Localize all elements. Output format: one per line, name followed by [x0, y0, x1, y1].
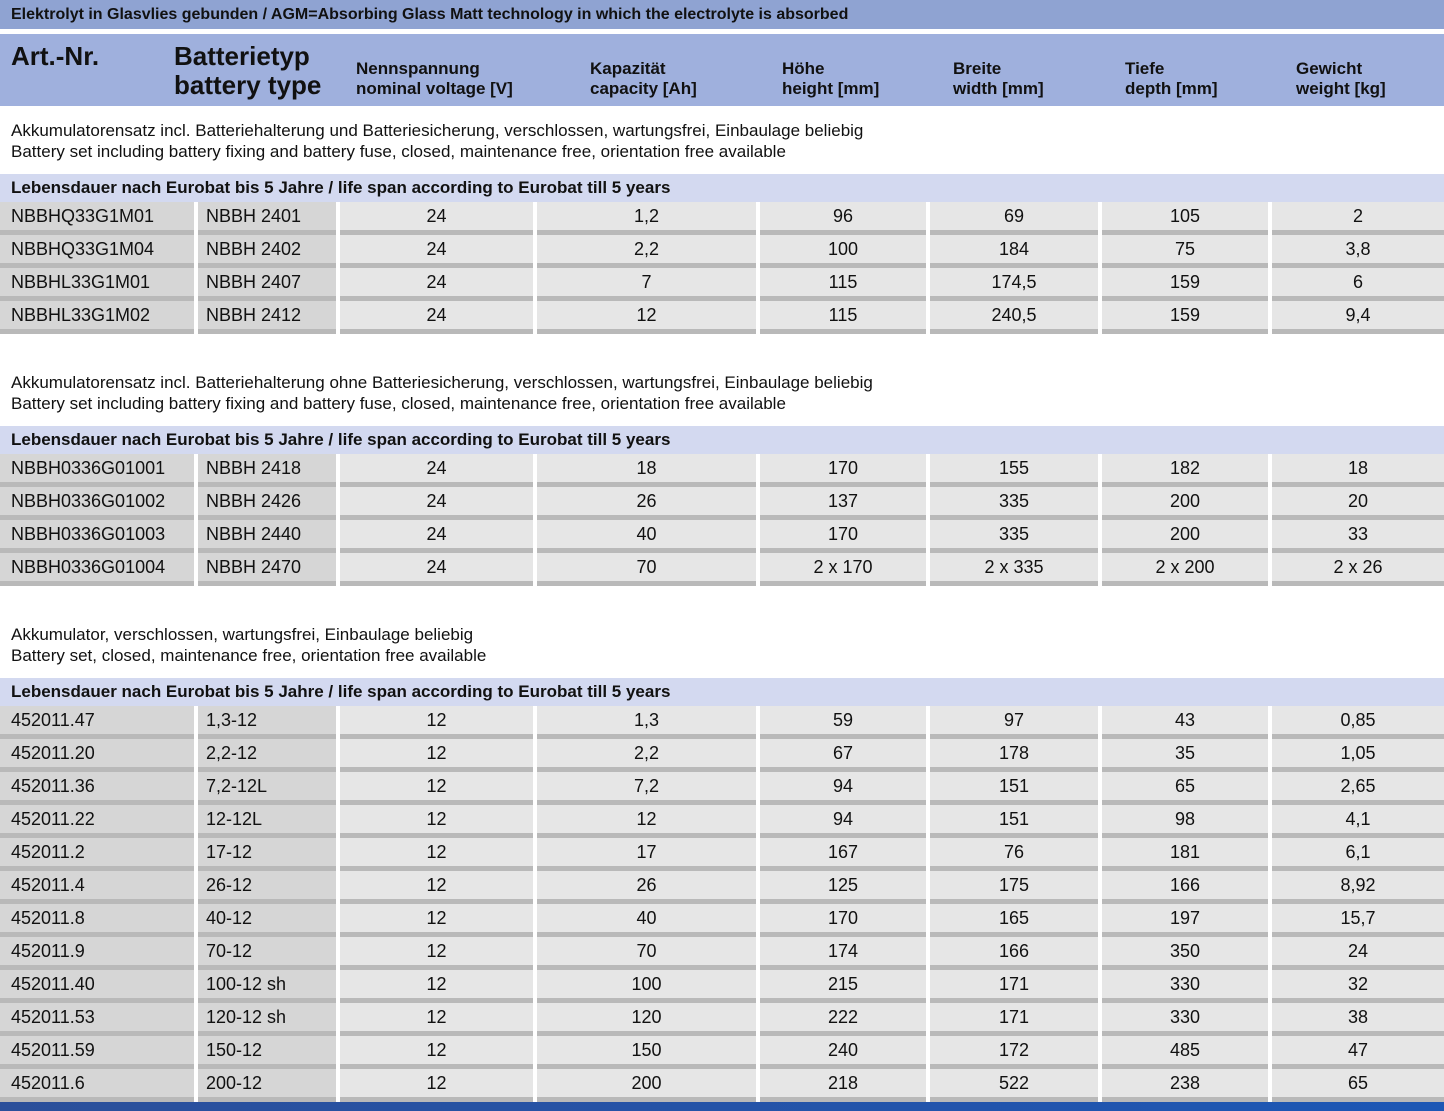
cell-voltage: 12: [340, 937, 533, 970]
cell-width: 69: [930, 202, 1098, 235]
table-row: [0, 706, 1444, 739]
table-row: [0, 904, 1444, 937]
cell-depth: 350: [1102, 937, 1268, 970]
cell-height: 100: [760, 235, 926, 268]
cell-battery-type: 40-12: [198, 904, 336, 937]
section-2-description-de: Akkumulatorensatz incl. Batteriehalterung ohne Batteriesicherung, verschlossen, wartungsfrei, Einbaulage beliebig: [11, 373, 873, 392]
cell-height: 170: [760, 904, 926, 937]
cell-capacity: 40: [537, 520, 756, 553]
cell-capacity: 26: [537, 487, 756, 520]
cell-voltage: 24: [340, 454, 533, 487]
cell-height: 218: [760, 1069, 926, 1102]
cell-capacity: 7: [537, 268, 756, 301]
cell-width: 166: [930, 937, 1098, 970]
cell-height: 240: [760, 1036, 926, 1069]
cell-width: 151: [930, 805, 1098, 838]
header-depth-en: depth [mm]: [1125, 79, 1218, 98]
cell-voltage: 12: [340, 1069, 533, 1102]
cell-voltage: 12: [340, 904, 533, 937]
header-width: [953, 59, 1044, 99]
cell-width: 175: [930, 871, 1098, 904]
cell-battery-type: NBBH 2418: [198, 454, 336, 487]
cell-voltage: 12: [340, 772, 533, 805]
header-art-number: [11, 42, 99, 71]
header-weight-en: weight [kg]: [1296, 79, 1386, 98]
cell-art-number: 452011.53: [0, 1003, 194, 1036]
header-width-de: Breite: [953, 59, 1002, 78]
cell-art-number: NBBH0336G01001: [0, 454, 194, 487]
table-row: [0, 553, 1444, 586]
table-row: [0, 1069, 1444, 1102]
cell-depth: 330: [1102, 1003, 1268, 1036]
cell-weight: 65: [1272, 1069, 1444, 1102]
cell-art-number: NBBHL33G1M02: [0, 301, 194, 334]
cell-depth: 200: [1102, 487, 1268, 520]
cell-battery-type: 26-12: [198, 871, 336, 904]
cell-depth: 159: [1102, 301, 1268, 334]
cell-art-number: 452011.36: [0, 772, 194, 805]
table-row: [0, 772, 1444, 805]
cell-weight: 2 x 26: [1272, 553, 1444, 586]
cell-width: 335: [930, 520, 1098, 553]
cell-width: 522: [930, 1069, 1098, 1102]
table-row: [0, 487, 1444, 520]
cell-battery-type: NBBH 2440: [198, 520, 336, 553]
cell-battery-type: NBBH 2407: [198, 268, 336, 301]
cell-voltage: 24: [340, 202, 533, 235]
cell-art-number: NBBHQ33G1M04: [0, 235, 194, 268]
section-3-description-en: Battery set, closed, maintenance free, orientation free available: [11, 646, 487, 665]
header-voltage-de: Nennspannung: [356, 59, 480, 78]
cell-width: 174,5: [930, 268, 1098, 301]
table-row: [0, 871, 1444, 904]
cell-voltage: 12: [340, 706, 533, 739]
cell-weight: 4,1: [1272, 805, 1444, 838]
cell-depth: 35: [1102, 739, 1268, 772]
cell-battery-type: NBBH 2426: [198, 487, 336, 520]
cell-weight: 0,85: [1272, 706, 1444, 739]
cell-capacity: 2,2: [537, 235, 756, 268]
header-width-en: width [mm]: [953, 79, 1044, 98]
cell-art-number: NBBH0336G01002: [0, 487, 194, 520]
cell-depth: 2 x 200: [1102, 553, 1268, 586]
header-art-label: Art.-Nr.: [11, 41, 100, 71]
cell-weight: 24: [1272, 937, 1444, 970]
cell-capacity: 200: [537, 1069, 756, 1102]
cell-battery-type: 70-12: [198, 937, 336, 970]
cell-width: 165: [930, 904, 1098, 937]
cell-weight: 18: [1272, 454, 1444, 487]
cell-width: 76: [930, 838, 1098, 871]
cell-voltage: 12: [340, 871, 533, 904]
cell-art-number: 452011.22: [0, 805, 194, 838]
cell-weight: 2: [1272, 202, 1444, 235]
cell-width: 184: [930, 235, 1098, 268]
cell-battery-type: 2,2-12: [198, 739, 336, 772]
cell-height: 215: [760, 970, 926, 1003]
section-1-rows: [0, 202, 1444, 334]
cell-depth: 65: [1102, 772, 1268, 805]
cell-battery-type: 100-12 sh: [198, 970, 336, 1003]
table-row: [0, 202, 1444, 235]
cell-height: 170: [760, 520, 926, 553]
cell-width: 155: [930, 454, 1098, 487]
cell-width: 151: [930, 772, 1098, 805]
cell-depth: 485: [1102, 1036, 1268, 1069]
section-1-description: [11, 120, 1431, 162]
cell-voltage: 24: [340, 235, 533, 268]
header-height-de: Höhe: [782, 59, 825, 78]
cell-battery-type: 12-12L: [198, 805, 336, 838]
header-capacity-de: Kapazität: [590, 59, 666, 78]
cell-weight: 8,92: [1272, 871, 1444, 904]
header-capacity-en: capacity [Ah]: [590, 79, 697, 98]
cell-depth: 43: [1102, 706, 1268, 739]
cell-battery-type: 17-12: [198, 838, 336, 871]
cell-width: 97: [930, 706, 1098, 739]
cell-weight: 38: [1272, 1003, 1444, 1036]
section-3-rows: [0, 706, 1444, 1102]
cell-weight: 47: [1272, 1036, 1444, 1069]
cell-weight: 15,7: [1272, 904, 1444, 937]
cell-art-number: 452011.9: [0, 937, 194, 970]
cell-capacity: 26: [537, 871, 756, 904]
cell-voltage: 24: [340, 301, 533, 334]
cell-height: 96: [760, 202, 926, 235]
cell-capacity: 12: [537, 805, 756, 838]
cell-capacity: 40: [537, 904, 756, 937]
cell-height: 137: [760, 487, 926, 520]
header-weight-de: Gewicht: [1296, 59, 1363, 78]
cell-capacity: 18: [537, 454, 756, 487]
cell-weight: 6,1: [1272, 838, 1444, 871]
cell-width: 171: [930, 1003, 1098, 1036]
cell-battery-type: NBBH 2412: [198, 301, 336, 334]
cell-height: 94: [760, 772, 926, 805]
header-voltage: [356, 59, 513, 99]
cell-depth: 200: [1102, 520, 1268, 553]
section-3: [0, 678, 1444, 1102]
cell-weight: 6: [1272, 268, 1444, 301]
cell-voltage: 24: [340, 520, 533, 553]
cell-height: 115: [760, 268, 926, 301]
table-row: [0, 970, 1444, 1003]
table-row: [0, 838, 1444, 871]
cell-battery-type: 150-12: [198, 1036, 336, 1069]
header-battery-type-de: Batterietyp: [174, 41, 310, 71]
cell-width: 335: [930, 487, 1098, 520]
cell-voltage: 24: [340, 487, 533, 520]
cell-weight: 20: [1272, 487, 1444, 520]
section-2: [0, 426, 1444, 586]
cell-width: 171: [930, 970, 1098, 1003]
cell-height: 167: [760, 838, 926, 871]
cell-depth: 159: [1102, 268, 1268, 301]
table-row: [0, 937, 1444, 970]
section-2-description: [11, 372, 1431, 414]
cell-art-number: NBBHQ33G1M01: [0, 202, 194, 235]
cell-capacity: 100: [537, 970, 756, 1003]
cell-battery-type: NBBH 2402: [198, 235, 336, 268]
header-height: [782, 59, 879, 99]
cell-capacity: 17: [537, 838, 756, 871]
table-row: [0, 454, 1444, 487]
cell-depth: 98: [1102, 805, 1268, 838]
table-row: [0, 520, 1444, 553]
cell-depth: 105: [1102, 202, 1268, 235]
cell-depth: 330: [1102, 970, 1268, 1003]
cell-battery-type: 200-12: [198, 1069, 336, 1102]
section-1-description-de: Akkumulatorensatz incl. Batteriehalterung und Batteriesicherung, verschlossen, wartungsfrei, Einbaulage beliebig: [11, 121, 864, 140]
cell-voltage: 12: [340, 838, 533, 871]
header-capacity: [590, 59, 697, 99]
cell-battery-type: 120-12 sh: [198, 1003, 336, 1036]
table-row: [0, 1036, 1444, 1069]
cell-height: 59: [760, 706, 926, 739]
cell-art-number: 452011.4: [0, 871, 194, 904]
cell-voltage: 12: [340, 805, 533, 838]
cell-battery-type: NBBH 2401: [198, 202, 336, 235]
cell-art-number: 452011.20: [0, 739, 194, 772]
section-3-title: Lebensdauer nach Eurobat bis 5 Jahre / life span according to Eurobat till 5 years: [0, 678, 1444, 706]
table-header: [0, 34, 1444, 106]
cell-height: 115: [760, 301, 926, 334]
cell-art-number: NBBH0336G01003: [0, 520, 194, 553]
section-1-description-en: Battery set including battery fixing and battery fuse, closed, maintenance free, orientation free available: [11, 142, 786, 161]
header-depth-de: Tiefe: [1125, 59, 1165, 78]
cell-capacity: 70: [537, 553, 756, 586]
section-2-rows: [0, 454, 1444, 586]
section-1: [0, 174, 1444, 334]
cell-width: 178: [930, 739, 1098, 772]
top-banner: Elektrolyt in Glasvlies gebunden / AGM=Absorbing Glass Matt technology in which the electrolyte is absorbed: [0, 0, 1444, 32]
cell-height: 94: [760, 805, 926, 838]
cell-depth: 166: [1102, 871, 1268, 904]
cell-height: 222: [760, 1003, 926, 1036]
cell-capacity: 120: [537, 1003, 756, 1036]
cell-height: 174: [760, 937, 926, 970]
cell-weight: 32: [1272, 970, 1444, 1003]
cell-art-number: 452011.6: [0, 1069, 194, 1102]
section-2-title: Lebensdauer nach Eurobat bis 5 Jahre / life span according to Eurobat till 5 years: [0, 426, 1444, 454]
cell-voltage: 12: [340, 739, 533, 772]
cell-depth: 181: [1102, 838, 1268, 871]
cell-height: 2 x 170: [760, 553, 926, 586]
cell-art-number: 452011.40: [0, 970, 194, 1003]
cell-height: 170: [760, 454, 926, 487]
section-1-title: Lebensdauer nach Eurobat bis 5 Jahre / life span according to Eurobat till 5 years: [0, 174, 1444, 202]
cell-art-number: 452011.47: [0, 706, 194, 739]
cell-battery-type: NBBH 2470: [198, 553, 336, 586]
cell-capacity: 7,2: [537, 772, 756, 805]
cell-voltage: 12: [340, 1003, 533, 1036]
table-row: [0, 1003, 1444, 1036]
section-2-description-en: Battery set including battery fixing and battery fuse, closed, maintenance free, orientation free available: [11, 394, 786, 413]
cell-voltage: 24: [340, 268, 533, 301]
cell-art-number: 452011.2: [0, 838, 194, 871]
cell-capacity: 150: [537, 1036, 756, 1069]
cell-art-number: NBBH0336G01004: [0, 553, 194, 586]
header-battery-type-en: battery type: [174, 70, 322, 100]
cell-capacity: 1,2: [537, 202, 756, 235]
cell-weight: 9,4: [1272, 301, 1444, 334]
cell-weight: 2,65: [1272, 772, 1444, 805]
cell-depth: 197: [1102, 904, 1268, 937]
cell-art-number: 452011.59: [0, 1036, 194, 1069]
cell-art-number: NBBHL33G1M01: [0, 268, 194, 301]
cell-depth: 75: [1102, 235, 1268, 268]
cell-width: 172: [930, 1036, 1098, 1069]
section-3-description-de: Akkumulator, verschlossen, wartungsfrei, Einbaulage beliebig: [11, 625, 474, 644]
cell-weight: 1,05: [1272, 739, 1444, 772]
cell-depth: 182: [1102, 454, 1268, 487]
table-row: [0, 268, 1444, 301]
table-row: [0, 805, 1444, 838]
cell-battery-type: 1,3-12: [198, 706, 336, 739]
cell-capacity: 1,3: [537, 706, 756, 739]
cell-depth: 238: [1102, 1069, 1268, 1102]
cell-battery-type: 7,2-12L: [198, 772, 336, 805]
table-row: [0, 301, 1444, 334]
cell-capacity: 70: [537, 937, 756, 970]
header-voltage-en: nominal voltage [V]: [356, 79, 513, 98]
table-row: [0, 235, 1444, 268]
cell-weight: 33: [1272, 520, 1444, 553]
header-battery-type: [174, 42, 321, 100]
cell-weight: 3,8: [1272, 235, 1444, 268]
cell-height: 67: [760, 739, 926, 772]
cell-voltage: 12: [340, 1036, 533, 1069]
cell-width: 240,5: [930, 301, 1098, 334]
header-height-en: height [mm]: [782, 79, 880, 98]
cell-capacity: 2,2: [537, 739, 756, 772]
cell-voltage: 24: [340, 553, 533, 586]
cell-height: 125: [760, 871, 926, 904]
bottom-bar: [0, 1102, 1444, 1111]
cell-capacity: 12: [537, 301, 756, 334]
cell-width: 2 x 335: [930, 553, 1098, 586]
header-depth: [1125, 59, 1218, 99]
header-weight: [1296, 59, 1386, 99]
section-3-description: [11, 624, 1431, 666]
cell-voltage: 12: [340, 970, 533, 1003]
cell-art-number: 452011.8: [0, 904, 194, 937]
table-row: [0, 739, 1444, 772]
